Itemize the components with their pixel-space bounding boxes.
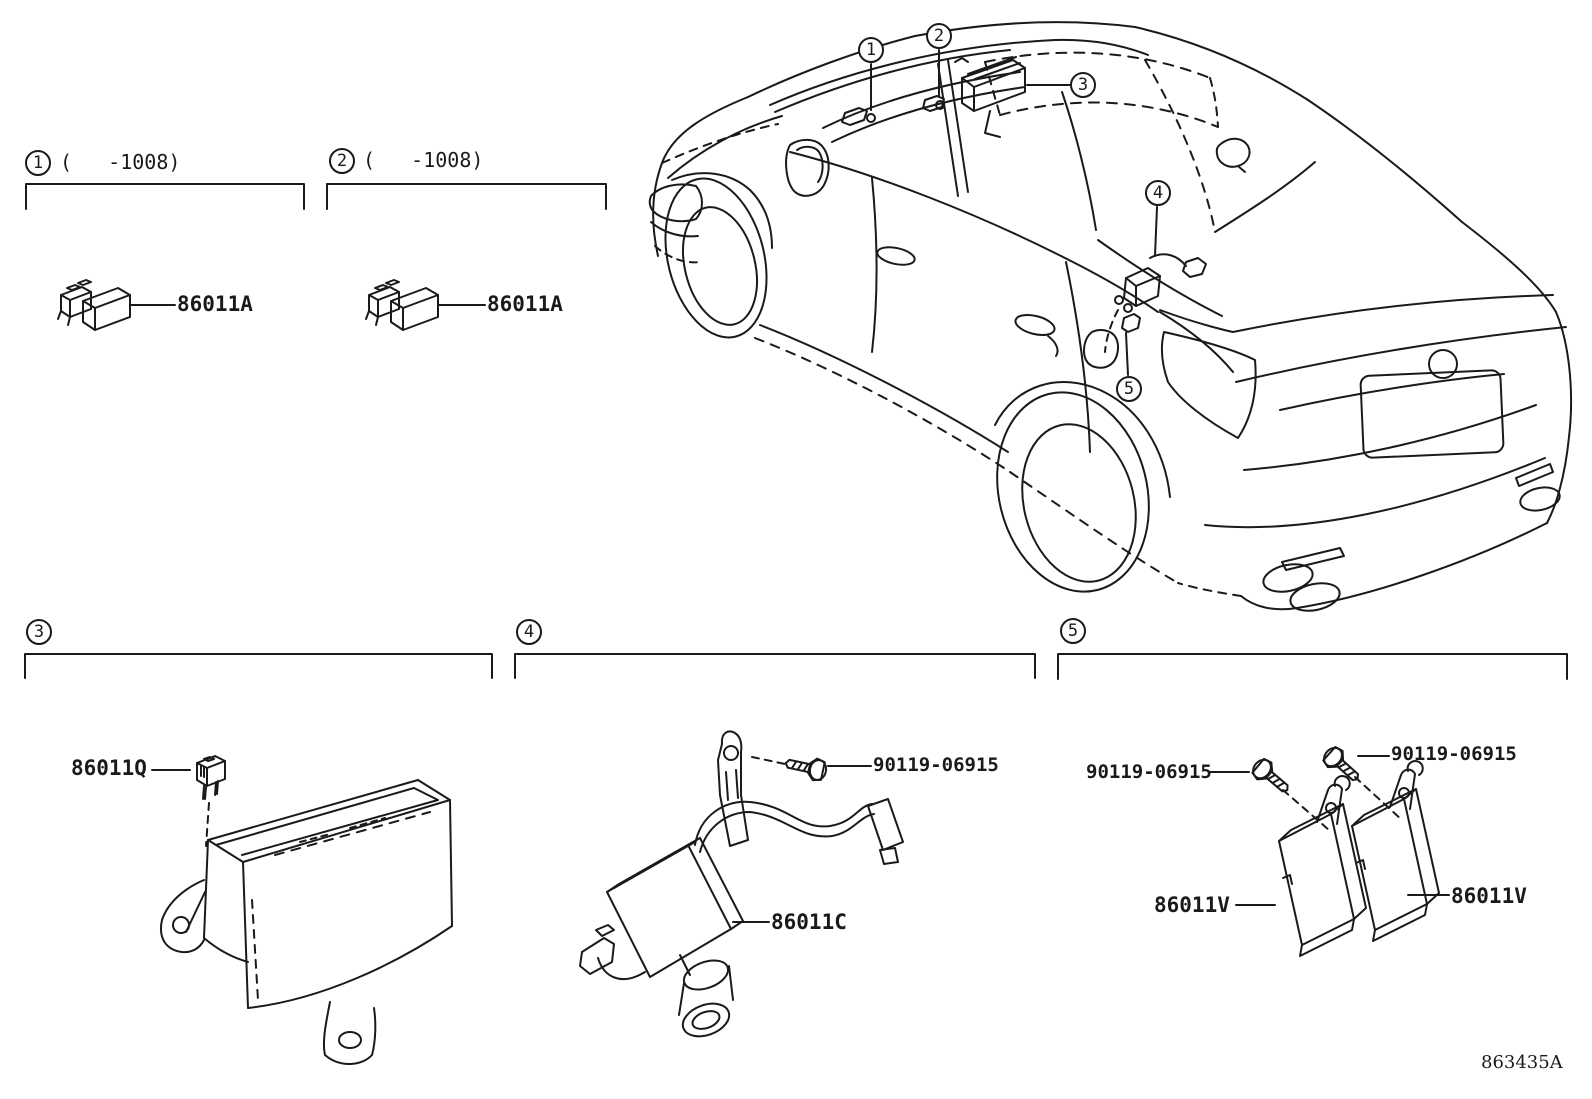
car-callout-5[interactable]	[1116, 376, 1142, 402]
part-label-86011v-left[interactable]: 86011V	[1154, 893, 1230, 917]
part-label-86011v-right[interactable]: 86011V	[1451, 884, 1527, 908]
section-4-detail	[515, 654, 1035, 1042]
car-callout-2[interactable]	[926, 23, 952, 49]
section-5-number: 5	[1067, 621, 1079, 641]
car-callout-1-number: 1	[865, 40, 877, 60]
section-4-callout[interactable]	[516, 619, 542, 645]
part-label-86011q[interactable]: 86011Q	[71, 756, 147, 780]
section-1-range-label: ( -1008)	[60, 150, 181, 174]
part-label-86011a-2[interactable]: 86011A	[487, 292, 563, 316]
section-2-callout[interactable]	[329, 148, 355, 174]
car-illustration	[650, 22, 1571, 615]
section-1-number: 1	[32, 153, 44, 173]
section-1-callout[interactable]	[25, 150, 51, 176]
car-callout-3[interactable]	[1070, 72, 1096, 98]
car-callout-4-number: 4	[1152, 183, 1164, 203]
section-2-number: 2	[336, 151, 348, 171]
car-callout-5-number: 5	[1123, 379, 1135, 399]
section-3-number: 3	[33, 622, 45, 642]
car-callout-3-number: 3	[1077, 75, 1089, 95]
section-3-callout[interactable]	[26, 619, 52, 645]
diagram-code: 863435A	[1481, 1052, 1563, 1073]
part-label-86011a-1[interactable]: 86011A	[177, 292, 253, 316]
section-3-detail	[25, 654, 492, 1064]
car-callout-1[interactable]	[858, 37, 884, 63]
section-1-detail	[26, 184, 304, 330]
car-callout-4[interactable]	[1145, 180, 1171, 206]
car-callout-2-number: 2	[933, 26, 945, 46]
part-label-90119-06915-s5-right[interactable]: 90119-06915	[1391, 743, 1517, 765]
section-4-number: 4	[523, 622, 535, 642]
section-5-detail	[1058, 654, 1567, 956]
part-label-90119-06915-s4[interactable]: 90119-06915	[873, 754, 999, 776]
section-5-callout[interactable]	[1060, 618, 1086, 644]
part-label-90119-06915-s5-left[interactable]: 90119-06915	[1086, 761, 1212, 783]
section-2-detail	[327, 184, 606, 330]
part-label-86011c[interactable]: 86011C	[771, 910, 847, 934]
section-2-range-label: ( -1008)	[363, 148, 484, 172]
